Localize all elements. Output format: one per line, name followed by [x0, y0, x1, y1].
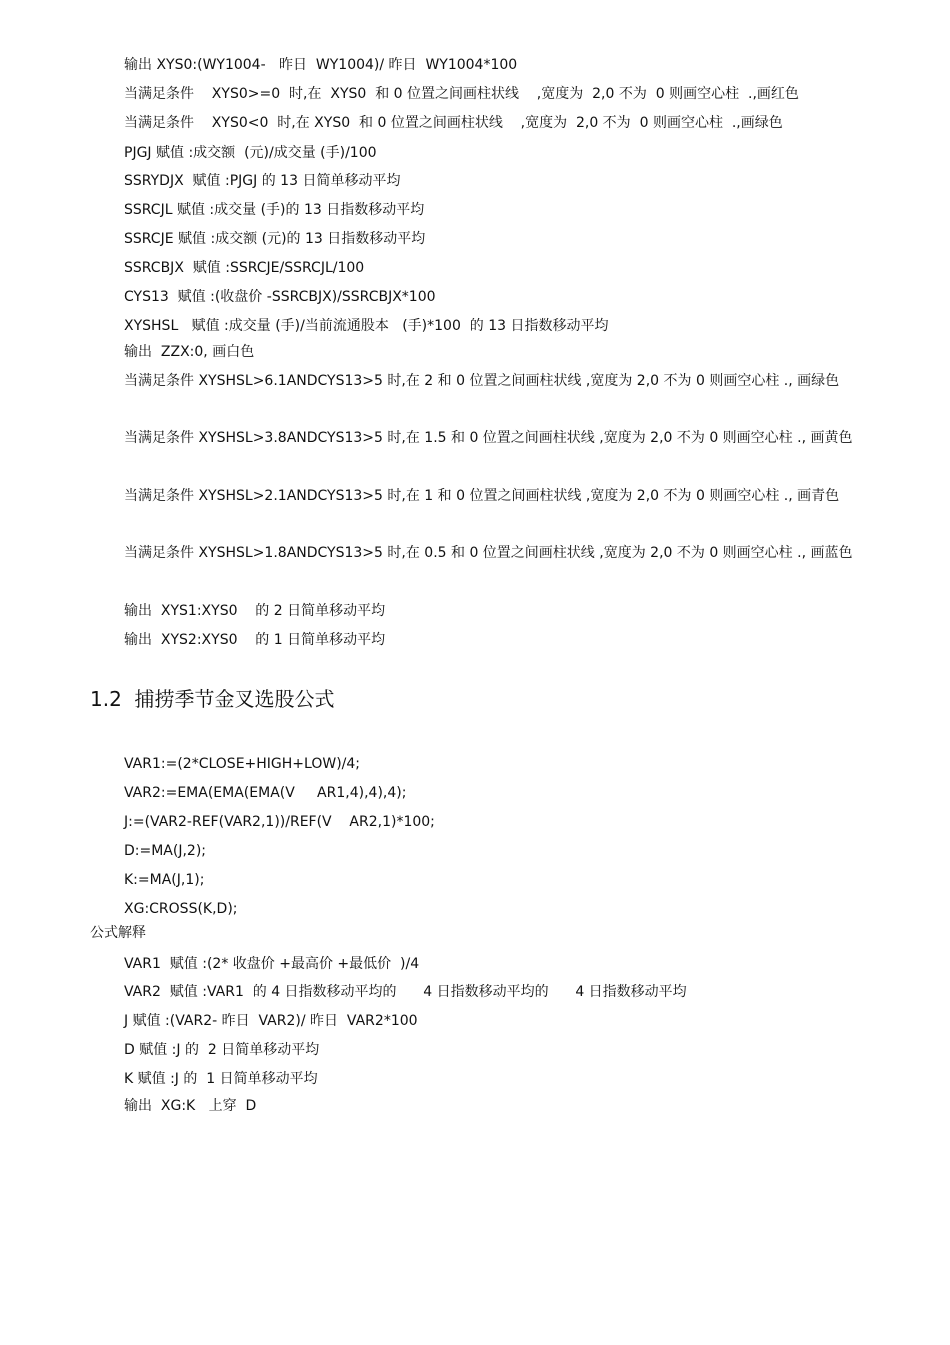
text-line: SSRYDJX 赋值 :PJGJ 的 13 日简单移动平均: [124, 173, 401, 189]
formula-line: XG:CROSS(K,D);: [124, 901, 238, 917]
explain-label: 公式解释: [90, 925, 146, 941]
condition-line: 当满足条件 XYSHSL>1.8ANDCYS13>5 时,在 0.5 和 0 位置之间画柱状线 ,宽度为 2,0 不为 0 则画空心柱 ., 画蓝色: [124, 545, 853, 561]
formula-line: J:=(VAR2-REF(VAR2,1))/REF(V AR2,1)*100;: [124, 814, 435, 830]
formula-line: VAR1:=(2*CLOSE+HIGH+LOW)/4;: [124, 756, 360, 772]
text-line: 输出 ZZX:0, 画白色: [124, 344, 255, 360]
explain-line: J 赋值 :(VAR2- 昨日 VAR2)/ 昨日 VAR2*100: [124, 1013, 418, 1029]
text-line: SSRCJE 赋值 :成交额 (元)的 13 日指数移动平均: [124, 231, 426, 247]
text-line: SSRCJL 赋值 :成交量 (手)的 13 日指数移动平均: [124, 202, 425, 218]
text-line: 当满足条件 XYS0<0 时,在 XYS0 和 0 位置之间画柱状线 ,宽度为 2,0 不为 0 则画空心柱 .,画绿色: [124, 115, 783, 131]
explain-line: K 赋值 :J 的 1 日简单移动平均: [124, 1071, 318, 1087]
formula-line: VAR2:=EMA(EMA(EMA(V AR1,4),4),4);: [124, 785, 407, 801]
condition-line: 当满足条件 XYSHSL>3.8ANDCYS13>5 时,在 1.5 和 0 位置之间画柱状线 ,宽度为 2,0 不为 0 则画空心柱 ., 画黄色: [124, 430, 853, 446]
text-line: CYS13 赋值 :(收盘价 -SSRCBJX)/SSRCBJX*100: [124, 289, 436, 305]
explain-line: VAR1 赋值 :(2* 收盘价 +最高价 +最低价 )/4: [124, 956, 420, 972]
text-line: XYSHSL 赋值 :成交量 (手)/当前流通股本 (手)*100 的 13 日指数移动平均: [124, 318, 609, 334]
section-heading: 1.2 捕捞季节金叉选股公式: [90, 687, 335, 711]
condition-line: 当满足条件 XYSHSL>2.1ANDCYS13>5 时,在 1 和 0 位置之间画柱状线 ,宽度为 2,0 不为 0 则画空心柱 ., 画青色: [124, 488, 840, 504]
text-line: 当满足条件 XYS0>=0 时,在 XYS0 和 0 位置之间画柱状线 ,宽度为 2,0 不为 0 则画空心柱 .,画红色: [124, 86, 799, 102]
output-line: 输出 XYS1:XYS0 的 2 日简单移动平均: [124, 603, 386, 619]
text-line: PJGJ 赋值 :成交额 (元)/成交量 (手)/100: [124, 145, 377, 161]
text-line: 输出 XYS0:(WY1004- 昨日 WY1004)/ 昨日 WY1004*100: [124, 57, 518, 73]
formula-line: D:=MA(J,2);: [124, 843, 207, 859]
explain-line: D 赋值 :J 的 2 日简单移动平均: [124, 1042, 320, 1058]
text-line: SSRCBJX 赋值 :SSRCJE/SSRCJL/100: [124, 260, 365, 276]
condition-line: 当满足条件 XYSHSL>6.1ANDCYS13>5 时,在 2 和 0 位置之间画柱状线 ,宽度为 2,0 不为 0 则画空心柱 ., 画绿色: [124, 373, 840, 389]
explain-line: VAR2 赋值 :VAR1 的 4 日指数移动平均的 4 日指数移动平均的 4 日指数移动平均: [124, 984, 687, 1000]
formula-line: K:=MA(J,1);: [124, 872, 205, 888]
explain-line: 输出 XG:K 上穿 D: [124, 1098, 257, 1114]
output-line: 输出 XYS2:XYS0 的 1 日简单移动平均: [124, 632, 386, 648]
